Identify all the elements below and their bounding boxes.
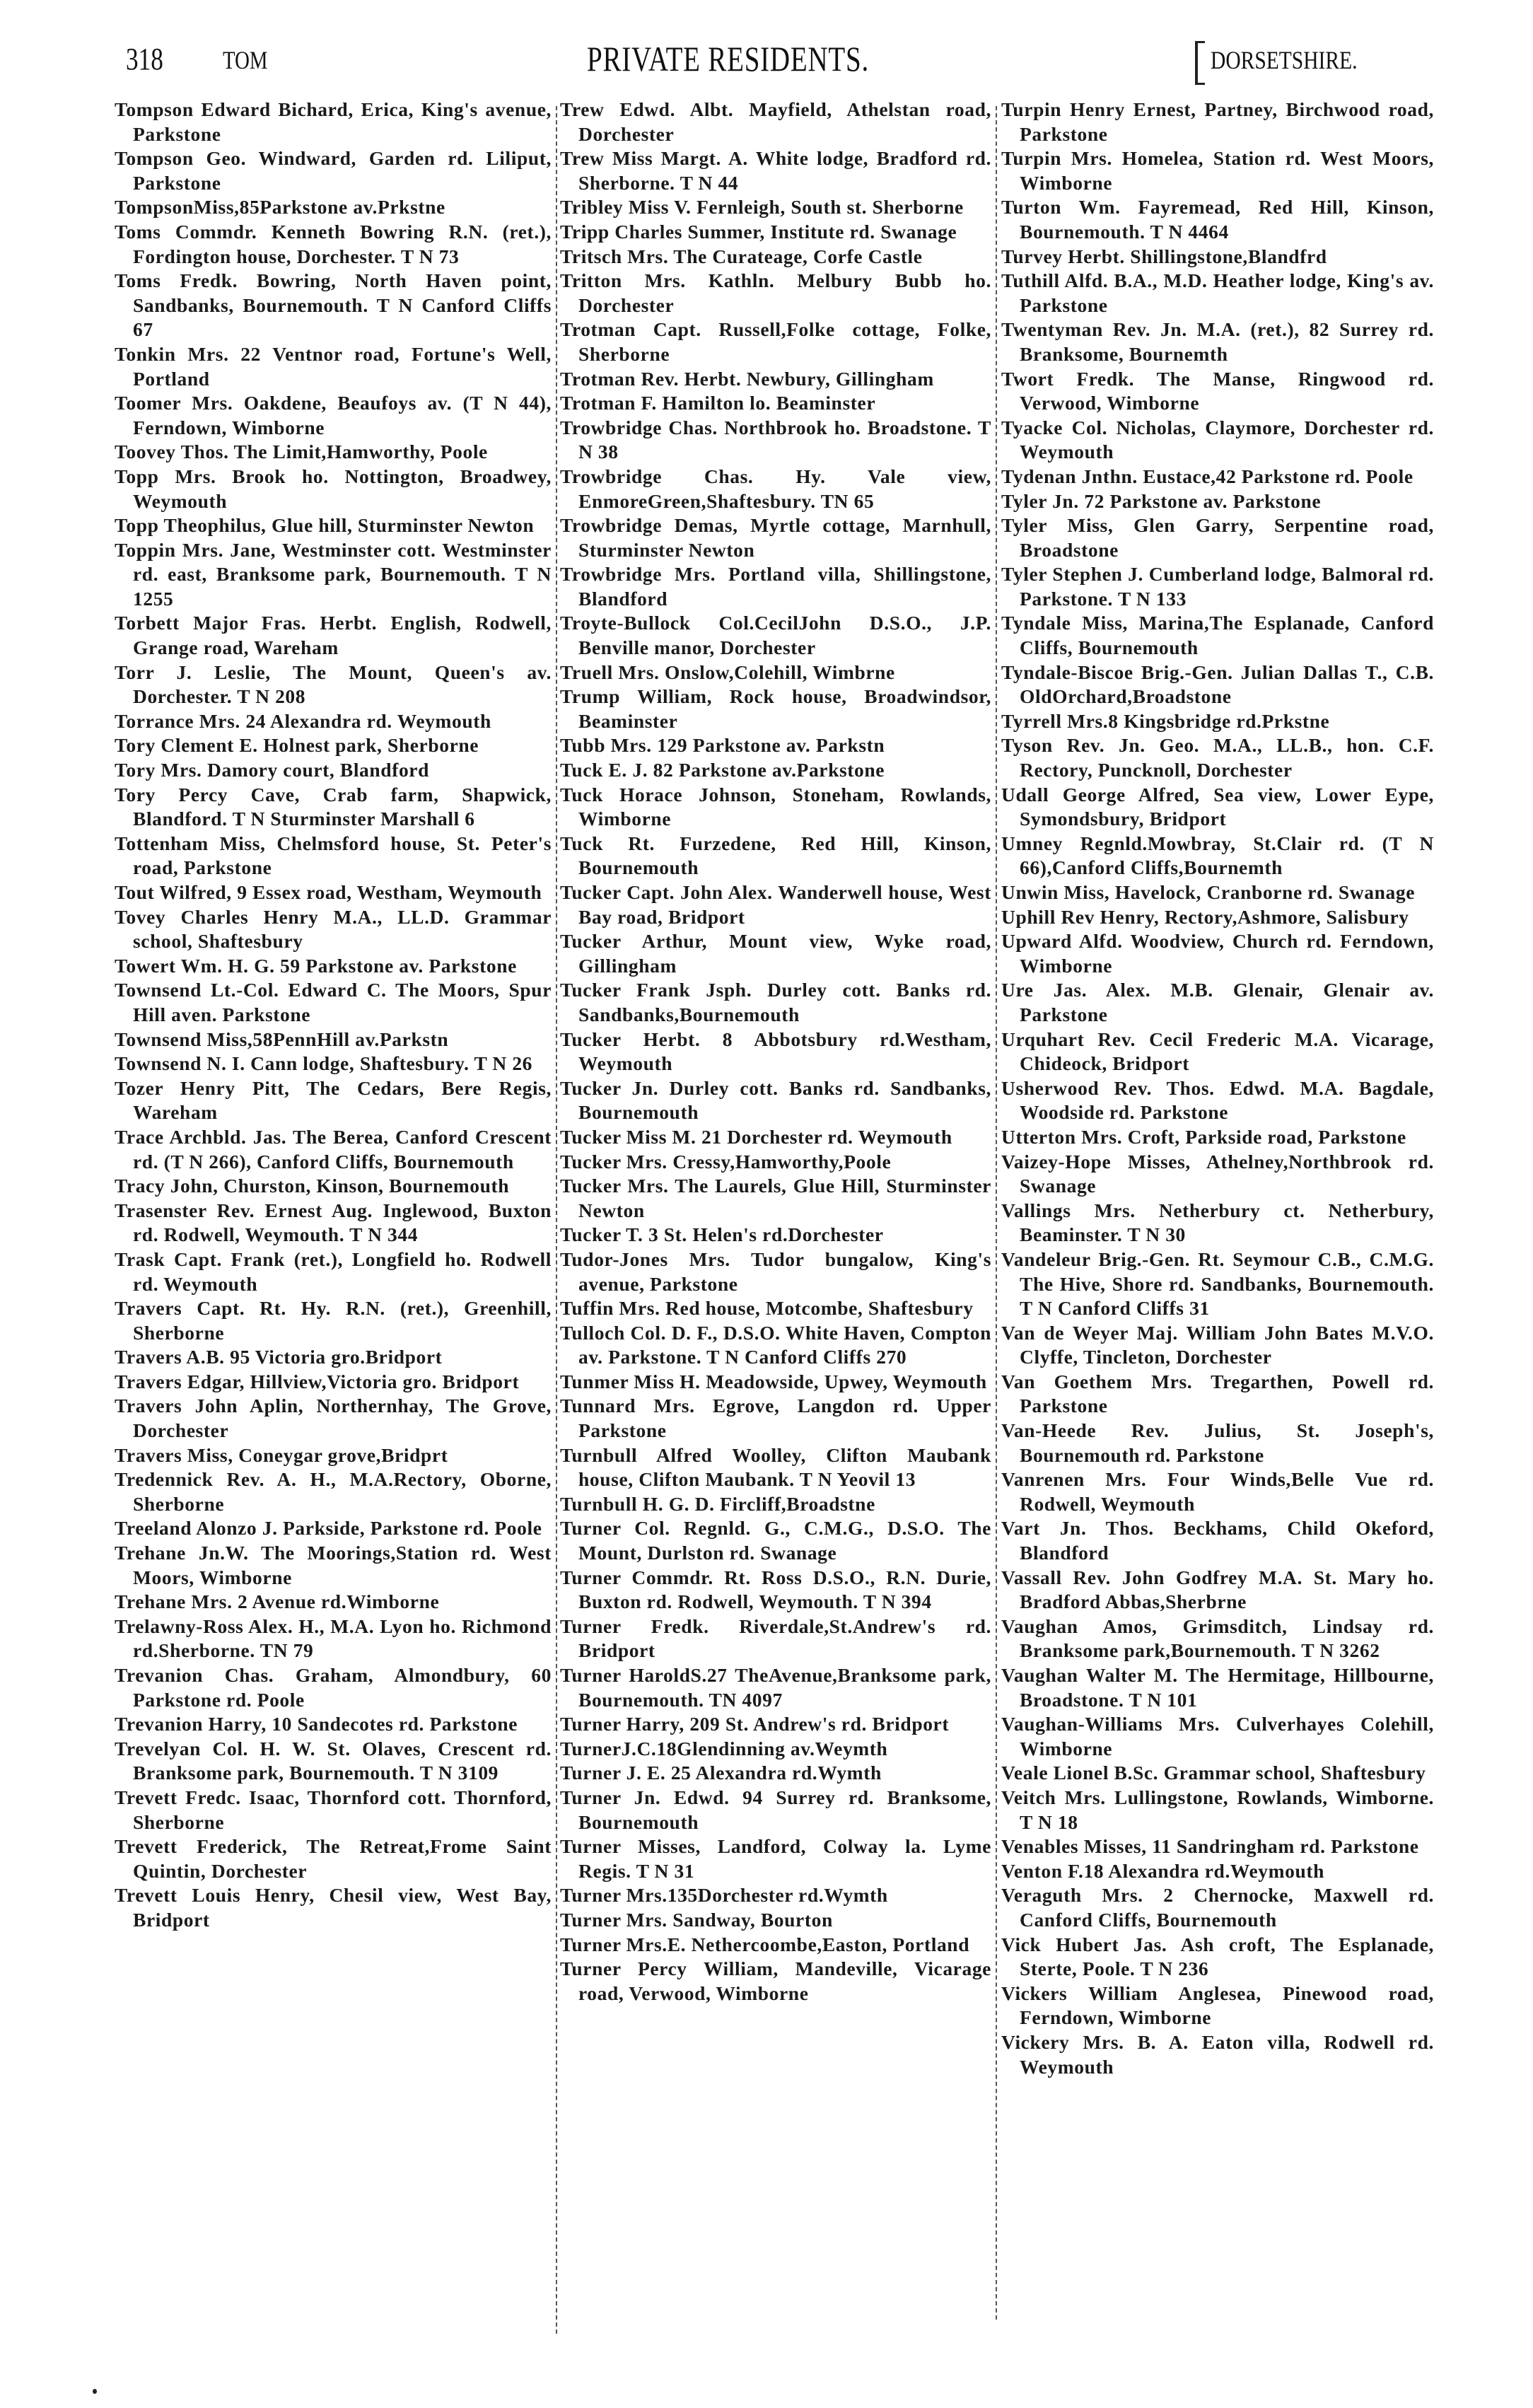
directory-entry: Tyacke Col. Nicholas, Claymore, Dorchester rd. Weymouth (1001, 416, 1434, 463)
directory-entry: Tracy John, Churston, Kinson, Bournemouth (115, 1175, 510, 1197)
directory-entry: Van de Weyer Maj. William John Bates M.V.O. Clyffe, Tincleton, Dorchester (1001, 1321, 1434, 1368)
directory-entry: Van-Heede Rev. Julius, St. Joseph's, Bournemouth rd. Parkstone (1001, 1419, 1434, 1466)
directory-entry: Tritton Mrs. Kathln. Melbury Bubb ho. Dorchester (560, 269, 991, 316)
column-divider (556, 106, 557, 2334)
directory-entry: Trotman Capt. Russell,Folke cottage, Folke, Sherborne (560, 318, 991, 365)
directory-entry: Upward Alfd. Woodview, Church rd. Ferndown, Wimborne (1001, 930, 1434, 977)
directory-entry: Tout Wilfred, 9 Essex road, Westham, Weymouth (115, 881, 542, 903)
directory-entry: Trevanion Chas. Graham, Almondbury, 60 Parkstone rd. Poole (115, 1664, 552, 1711)
directory-entry: Townsend Miss,58PennHill av.Parkstn (115, 1028, 449, 1050)
directory-entry: Tucker Frank Jsph. Durley cott. Banks rd. Sandbanks,Bournemouth (560, 979, 991, 1025)
directory-entry: Torr J. Leslie, The Mount, Queen's av. Dorchester. T N 208 (115, 661, 552, 708)
directory-entry: Travers John Aplin, Northernhay, The Grove, Dorchester (115, 1395, 552, 1442)
directory-entry: Trace Archbld. Jas. The Berea, Canford Crescent rd. (T N 266), Canford Cliffs, Bournemouth (115, 1125, 552, 1173)
directory-entry: Tovey Charles Henry M.A., LL.D. Grammar school, Shaftesbury (115, 905, 552, 953)
directory-entry: Turner Jn. Edwd. 94 Surrey rd. Branksome, Bournemouth (560, 1786, 991, 1833)
directory-entry: Tucker Capt. John Alex. Wanderwell house, West Bay road, Bridport (560, 881, 991, 928)
directory-entry: Tyndale Miss, Marina,The Esplanade, Canford Cliffs, Bournemouth (1001, 612, 1434, 659)
directory-entry: Trevelyan Col. H. W. St. Olaves, Crescent rd. Branksome park, Bournemouth. T N 3109 (115, 1737, 552, 1784)
page-title: PRIVATE RESIDENTS. (587, 39, 870, 78)
directory-entry: Townsend Lt.-Col. Edward C. The Moors, Spur Hill aven. Parkstone (115, 979, 552, 1025)
directory-entry: Venton F.18 Alexandra rd.Weymouth (1001, 1859, 1325, 1882)
directory-entry: Trew Miss Margt. A. White lodge, Bradford rd. Sherborne. T N 44 (560, 147, 991, 194)
ink-speck (93, 2389, 97, 2394)
directory-entry: Vaughan-Williams Mrs. Culverhayes Colehill, Wimborne (1001, 1713, 1434, 1760)
directory-entry: Townsend N. I. Cann lodge, Shaftesbury. T N 26 (115, 1052, 533, 1075)
directory-entry: Uphill Rev Henry, Rectory,Ashmore, Salisbury (1001, 905, 1409, 928)
directory-entry: Travers Edgar, Hillview,Victoria gro. Bridport (115, 1370, 520, 1392)
directory-entry: Vart Jn. Thos. Beckhams, Child Okeford, Blandford (1001, 1517, 1434, 1564)
directory-entry: Turner Col. Regnld. G., C.M.G., D.S.O. The Mount, Durlston rd. Swanage (560, 1517, 991, 1564)
directory-entry: Turner Mrs. Sandway, Bourton (560, 1908, 833, 1931)
directory-entry: Tripp Charles Summer, Institute rd. Swanage (560, 220, 957, 243)
directory-entry: Turner J. E. 25 Alexandra rd.Wymth (560, 1762, 882, 1784)
directory-entry: Trask Capt. Frank (ret.), Longfield ho. Rodwell rd. Weymouth (115, 1247, 552, 1295)
directory-entry: Tory Clement E. Holnest park, Sherborne (115, 734, 479, 757)
directory-entry: Tucker Mrs. The Laurels, Glue Hill, Sturminster Newton (560, 1175, 991, 1221)
directory-entry: Tribley Miss V. Fernleigh, South st. Sherborne (560, 196, 964, 219)
directory-entry: Tucker T. 3 St. Helen's rd.Dorchester (560, 1223, 884, 1246)
directory-entry: Vallings Mrs. Netherbury ct. Netherbury, Beaminster. T N 30 (1001, 1199, 1434, 1246)
column-2 (560, 98, 991, 2006)
directory-entry: Veale Lionel B.Sc. Grammar school, Shaftesbury (1001, 1762, 1426, 1784)
directory-entry: Trevett Fredc. Isaac, Thornford cott. Thornford, Sherborne (115, 1786, 552, 1833)
directory-entry: Tucker Arthur, Mount view, Wyke road, Gillingham (560, 930, 991, 977)
directory-entry: Vaizey-Hope Misses, Athelney,Northbrook rd. Swanage (1001, 1150, 1434, 1197)
directory-entry: Tydenan Jnthn. Eustace,42 Parkstone rd. Poole (1001, 465, 1413, 487)
directory-entry: Turner Percy William, Mandeville, Vicarage road, Verwood, Wimborne (560, 1958, 991, 2004)
directory-entry: Trew Edwd. Albt. Mayfield, Athelstan road, Dorchester (560, 98, 991, 145)
directory-entry: Travers Miss, Coneygar grove,Bridprt (115, 1443, 448, 1466)
directory-entry: Turnbull H. G. D. Fircliff,Broadstne (560, 1492, 875, 1515)
column-1 (115, 98, 552, 1933)
directory-entry: Trotman Rev. Herbt. Newbury, Gillingham (560, 367, 934, 390)
directory-entry: Trowbridge Chas. Hy. Vale view, EnmoreGreen,Shaftesbury. TN 65 (560, 465, 991, 512)
directory-entry: Turner Harry, 209 St. Andrew's rd. Bridport (560, 1713, 950, 1735)
directory-entry: Topp Theophilus, Glue hill, Sturminster Newton (115, 514, 535, 537)
directory-entry: Vickery Mrs. B. A. Eaton villa, Rodwell rd. Weymouth (1001, 2030, 1434, 2078)
directory-entry: Tory Percy Cave, Crab farm, Shapwick, Blandford. T N Sturminster Marshall 6 (115, 783, 552, 830)
directory-entry: Utterton Mrs. Croft, Parkside road, Parkstone (1001, 1125, 1406, 1148)
directory-entry: Turpin Mrs. Homelea, Station rd. West Moors, Wimborne (1001, 147, 1434, 194)
directory-entry: Torrance Mrs. 24 Alexandra rd. Weymouth (115, 709, 491, 732)
directory-entry: Tunnard Mrs. Egrove, Langdon rd. Upper Parkstone (560, 1395, 991, 1442)
directory-entry: Tuck E. J. 82 Parkstone av.Parkstone (560, 759, 885, 781)
directory-entry: Twentyman Rev. Jn. M.A. (ret.), 82 Surrey rd. Branksome, Bournemth (1001, 318, 1434, 365)
directory-entry: Tredennick Rev. A. H., M.A.Rectory, Oborne, Sherborne (115, 1468, 552, 1515)
directory-entry: Toomer Mrs. Oakdene, Beaufoys av. (T N 44), Ferndown, Wimborne (115, 392, 552, 438)
directory-entry: Vick Hubert Jas. Ash croft, The Esplanade, Sterte, Poole. T N 236 (1001, 1933, 1434, 1980)
directory-entry: Trehane Jn.W. The Moorings,Station rd. West Moors, Wimborne (115, 1542, 552, 1588)
directory-entry: Tucker Herbt. 8 Abbotsbury rd.Westham, Weymouth (560, 1028, 991, 1075)
directory-entry: Tunmer Miss H. Meadowside, Upwey, Weymouth (560, 1370, 987, 1392)
directory-entry: Trevett Frederick, The Retreat,Frome Saint Quintin, Dorchester (115, 1835, 552, 1882)
directory-entry: Turner Fredk. Riverdale,St.Andrew's rd. Bridport (560, 1615, 991, 1662)
directory-entry: Trowbridge Demas, Myrtle cottage, Marnhull, Sturminster Newton (560, 514, 991, 561)
directory-entry: Tulloch Col. D. F., D.S.O. White Haven, Compton av. Parkstone. T N Canford Cliffs 270 (560, 1321, 991, 1368)
directory-entry: Trehane Mrs. 2 Avenue rd.Wimborne (115, 1590, 440, 1613)
directory-entry: Tuck Horace Johnson, Stoneham, Rowlands, Wimborne (560, 783, 991, 830)
directory-entry: Trasenster Rev. Ernest Aug. Inglewood, Buxton rd. Rodwell, Weymouth. T N 344 (115, 1199, 552, 1246)
directory-entry: Turton Wm. Fayremead, Red Hill, Kinson, Bournemouth. T N 4464 (1001, 196, 1434, 243)
directory-entry: Tucker Miss M. 21 Dorchester rd. Weymouth (560, 1125, 952, 1148)
directory-entry: Towert Wm. H. G. 59 Parkstone av. Parkstone (115, 954, 517, 977)
directory-entry: Travers Capt. Rt. Hy. R.N. (ret.), Greenhill, Sherborne (115, 1297, 552, 1344)
directory-entry: Toms Fredk. Bowring, North Haven point, Sandbanks, Bournemouth. T N Canford Cliffs 67 (115, 269, 552, 341)
directory-entry: Trevett Louis Henry, Chesil view, West Bay, Bridport (115, 1884, 552, 1931)
directory-entry: Turner Mrs.135Dorchester rd.Wymth (560, 1884, 888, 1907)
directory-entry: Tyson Rev. Jn. Geo. M.A., LL.B., hon. C.F. Rectory, Puncknoll, Dorchester (1001, 734, 1434, 781)
directory-entry: Turner Mrs.E. Nethercoombe,Easton, Portland (560, 1933, 970, 1955)
directory-entry: Tuthill Alfd. B.A., M.D. Heather lodge, King's av. Parkstone (1001, 269, 1434, 316)
directory-entry: Tyler Miss, Glen Garry, Serpentine road, Broadstone (1001, 514, 1434, 561)
directory-entry: Vanrenen Mrs. Four Winds,Belle Vue rd. Rodwell, Weymouth (1001, 1468, 1434, 1515)
directory-entry: Trelawny-Ross Alex. H., M.A. Lyon ho. Richmond rd.Sherborne. TN 79 (115, 1615, 552, 1662)
directory-entry: Tompson Edward Bichard, Erica, King's avenue, Parkstone (115, 98, 552, 145)
directory-entry: Turner Commdr. Rt. Ross D.S.O., R.N. Durie, Buxton rd. Rodwell, Weymouth. T N 394 (560, 1566, 991, 1613)
directory-entry: Toppin Mrs. Jane, Westminster cott. Westminster rd. east, Branksome park, Bournemouth. T N 1255 (115, 538, 552, 610)
column-3 (1001, 98, 1434, 2079)
directory-entry: Topp Mrs. Brook ho. Nottington, Broadwey, Weymouth (115, 465, 552, 512)
directory-entry: Unwin Miss, Havelock, Cranborne rd. Swanage (1001, 881, 1415, 903)
directory-entry: Urquhart Rev. Cecil Frederic M.A. Vicarage, Chideock, Bridport (1001, 1028, 1434, 1075)
directory-entry: Udall George Alfred, Sea view, Lower Eype, Symondsbury, Bridport (1001, 783, 1434, 830)
directory-entry: Tritsch Mrs. The Curateage, Corfe Castle (560, 245, 923, 267)
directory-entry: Tuffin Mrs. Red house, Motcombe, Shaftesbury (560, 1297, 974, 1320)
directory-entry: Tyndale-Biscoe Brig.-Gen. Julian Dallas T., C.B. OldOrchard,Broadstone (1001, 661, 1434, 708)
directory-entry: Van Goethem Mrs. Tregarthen, Powell rd. Parkstone (1001, 1370, 1434, 1417)
directory-entry: Tottenham Miss, Chelmsford house, St. Peter's road, Parkstone (115, 832, 552, 879)
county-heading: DORSETSHIRE. (1211, 46, 1358, 74)
directory-entry: Umney Regnld.Mowbray, St.Clair rd. (T N 66),Canford Cliffs,Bournemth (1001, 832, 1434, 879)
directory-entry: Tyrrell Mrs.8 Kingsbridge rd.Prkstne (1001, 709, 1330, 732)
directory-entry: Tuck Rt. Furzedene, Red Hill, Kinson, Bournemouth (560, 832, 991, 879)
directory-entry: Torbett Major Fras. Herbt. English, Rodwell, Grange road, Wareham (115, 612, 552, 659)
directory-entry: Vaughan Amos, Grimsditch, Lindsay rd. Branksome park,Bournemouth. T N 3262 (1001, 1615, 1434, 1662)
directory-entry: Tory Mrs. Damory court, Blandford (115, 759, 430, 781)
directory-entry: Toms Commdr. Kenneth Bowring R.N. (ret.), Fordington house, Dorchester. T N 73 (115, 220, 552, 267)
directory-entry: TurnerJ.C.18Glendinning av.Weymth (560, 1737, 888, 1760)
directory-entry: Tucker Jn. Durley cott. Banks rd. Sandbanks, Bournemouth (560, 1076, 991, 1124)
directory-entry: Veraguth Mrs. 2 Chernocke, Maxwell rd. Canford Cliffs, Bournemouth (1001, 1884, 1434, 1931)
directory-entry: Turner HaroldS.27 TheAvenue,Branksome park, Bournemouth. TN 4097 (560, 1664, 991, 1711)
directory-entry: Tucker Mrs. Cressy,Hamworthy,Poole (560, 1150, 892, 1173)
directory-entry: Toovey Thos. The Limit,Hamworthy, Poole (115, 441, 488, 463)
directory-entry: Tyler Stephen J. Cumberland lodge, Balmoral rd. Parkstone. T N 133 (1001, 563, 1434, 610)
directory-entry: Turner Misses, Landford, Colway la. Lyme Regis. T N 31 (560, 1835, 991, 1882)
directory-entry: Turnbull Alfred Woolley, Clifton Maubank house, Clifton Maubank. T N Yeovil 13 (560, 1443, 991, 1491)
directory-entry: Twort Fredk. The Manse, Ringwood rd. Verwood, Wimborne (1001, 367, 1434, 414)
directory-entry: Trevanion Harry, 10 Sandecotes rd. Parkstone (115, 1713, 518, 1735)
directory-entry: Tyler Jn. 72 Parkstone av. Parkstone (1001, 489, 1322, 512)
catchword: TOM (223, 46, 268, 74)
page-number: 318 (126, 42, 163, 76)
directory-entry: Tompson Geo. Windward, Garden rd. Liliput, Parkstone (115, 147, 552, 194)
directory-entry: Trowbridge Mrs. Portland villa, Shillingstone, Blandford (560, 563, 991, 610)
directory-entry: Tonkin Mrs. 22 Ventnor road, Fortune's Well, Portland (115, 342, 552, 390)
directory-entry: Truell Mrs. Onslow,Colehill, Wimbrne (560, 661, 895, 683)
directory-entry: Trowbridge Chas. Northbrook ho. Broadstone. T N 38 (560, 416, 991, 463)
directory-entry: Tubb Mrs. 129 Parkstone av. Parkstn (560, 734, 885, 757)
directory-entry: TompsonMiss,85Parkstone av.Prkstne (115, 196, 445, 219)
directory-entry: Trump William, Rock house, Broadwindsor, Beaminster (560, 685, 991, 732)
directory-entry: Vaughan Walter M. The Hermitage, Hillbourne, Broadstone. T N 101 (1001, 1664, 1434, 1711)
directory-entry: Tudor-Jones Mrs. Tudor bungalow, King's avenue, Parkstone (560, 1247, 991, 1295)
directory-entry: Usherwood Rev. Thos. Edwd. M.A. Bagdale, Woodside rd. Parkstone (1001, 1076, 1434, 1124)
directory-entry: Vassall Rev. John Godfrey M.A. St. Mary ho. Bradford Abbas,Sherbrne (1001, 1566, 1434, 1613)
directory-entry: Ure Jas. Alex. M.B. Glenair, Glenair av. Parkstone (1001, 979, 1434, 1025)
directory-entry: Veitch Mrs. Lullingstone, Rowlands, Wimborne. T N 18 (1001, 1786, 1434, 1833)
directory-entry: Vandeleur Brig.-Gen. Rt. Seymour C.B., C.M.G. The Hive, Shore rd. Sandbanks, Bournemouth. T N Canford Cliffs 31 (1001, 1247, 1434, 1320)
directory-entry: Tozer Henry Pitt, The Cedars, Bere Regis, Wareham (115, 1076, 552, 1124)
directory-entry: Turpin Henry Ernest, Partney, Birchwood road, Parkstone (1001, 98, 1434, 145)
bracket-mark (1195, 41, 1205, 85)
directory-entry: Travers A.B. 95 Victoria gro.Bridport (115, 1346, 443, 1368)
directory-entry: Trotman F. Hamilton lo. Beaminster (560, 392, 876, 414)
directory-entry: Vickers William Anglesea, Pinewood road, Ferndown, Wimborne (1001, 1982, 1434, 2029)
directory-entry: Treeland Alonzo J. Parkside, Parkstone rd. Poole (115, 1517, 542, 1540)
column-divider (996, 106, 997, 2320)
directory-entry: Troyte-Bullock Col.CecilJohn D.S.O., J.P. Benville manor, Dorchester (560, 612, 991, 659)
directory-entry: Turvey Herbt. Shillingstone,Blandfrd (1001, 245, 1327, 267)
directory-entry: Venables Misses, 11 Sandringham rd. Parkstone (1001, 1835, 1419, 1858)
